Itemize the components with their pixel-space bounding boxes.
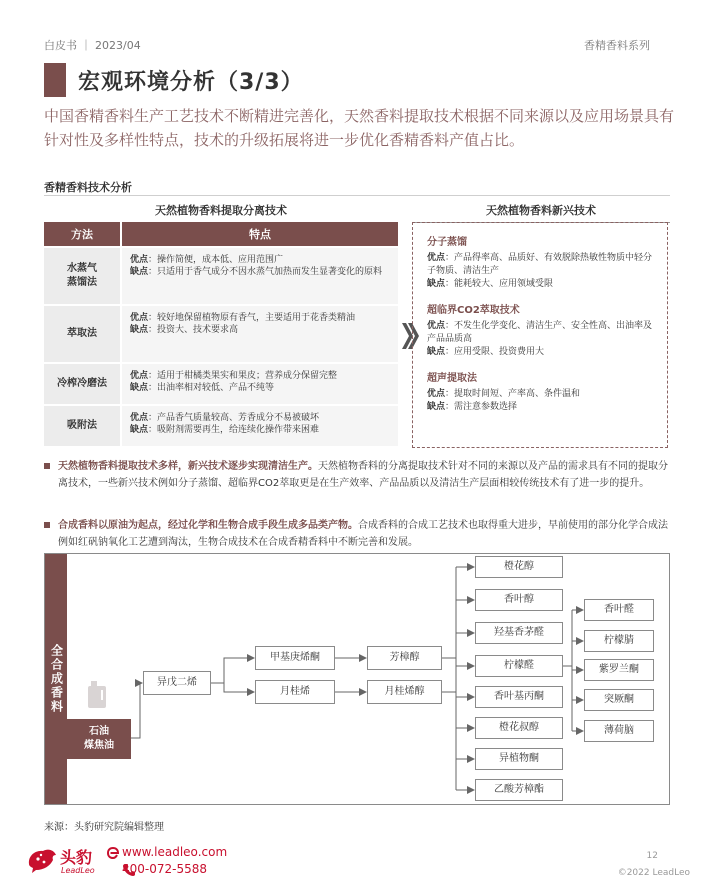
step4-box: 乙酸芳樟酯	[475, 779, 563, 801]
step2-box: 月桂烯	[255, 680, 335, 704]
step4-box: 羟基香茅醛	[475, 622, 563, 644]
pro-text: ：较好地保留植物原有香气，主要适用于花香类精油	[148, 313, 356, 323]
con-text: ：需注意参数选择	[445, 402, 518, 412]
pro-text: ：提取时间短、产率高、条件温和	[445, 389, 581, 399]
con-text: ：出油率相对较低、产品不纯等	[148, 383, 275, 393]
features-cell	[122, 248, 398, 304]
section-title: 香精香料技术分析	[44, 181, 132, 194]
step4-box: 香叶醇	[475, 589, 563, 611]
bullet-lead: 天然植物香料提取技术多样，新兴技术逐步实现清洁生产。	[58, 461, 318, 472]
pro-text: ：适用于柑橘类果实和果皮；营养成分保留完整	[148, 371, 338, 381]
bullet-text: 天然植物香料的分离提取技术针对不同的来源以及产品的需求具有不同的提取分离技术，一些新兴技术例如分子蒸馏、超临界CO2萃取更是在生产效率、产品品质以及清洁生产层面相较传统技术有了进一步的提升。	[58, 461, 668, 489]
features-cell	[122, 306, 398, 362]
tech-con	[427, 346, 653, 359]
con-label: 缺点	[427, 347, 446, 357]
pro-label: 优点	[130, 255, 149, 265]
step5-box: 柠檬腈	[584, 630, 654, 652]
tech-name: 超临界CO2萃取技术	[427, 305, 520, 316]
method-cell: 冷榨冷磨法	[44, 364, 122, 404]
tech-con	[427, 401, 653, 414]
tech-con	[427, 278, 653, 291]
bullet-text: 合成香料的合成工艺技术也取得重大进步，早前使用的部分化学合成法例如红矾钠氧化工艺遭到淘汰，生物合成技术在合成香精香料中不断完善和发展。	[58, 520, 668, 548]
step5-box: 香叶醛	[584, 599, 654, 621]
brand-name-cn: 头豹	[60, 848, 93, 867]
con-label: 缺点	[130, 383, 149, 393]
method-cell: 萃取法	[44, 306, 122, 362]
pro-label: 优点	[427, 389, 446, 399]
con-text: ：应用受限、投资费用大	[445, 347, 545, 357]
pro-label: 优点	[427, 321, 446, 331]
intro-paragraph: 中国香精香料生产工艺技术不断精进完善化，天然香料提取技术根据不同来源以及应用场景具有针对性及多样性特点，技术的升级拓展将进一步优化香精香料产值占比。	[44, 107, 675, 149]
page-title: 宏观环境分析（3/3）	[78, 69, 304, 95]
side-label-text: 全合成香料	[49, 644, 64, 714]
pro-label: 优点	[130, 313, 149, 323]
step1-box: 异戊二烯	[143, 671, 211, 695]
con-text: ：能耗较大、应用领域受限	[445, 279, 554, 289]
oil-barrel-icon	[86, 680, 108, 710]
extraction-heading: 天然植物香料提取分离技术	[44, 202, 398, 223]
pro-text: ：操作简便，成本低、应用范围广	[148, 255, 284, 265]
bullet-square-icon	[44, 522, 50, 528]
method-cell: 水蒸气 蒸馏法	[44, 248, 122, 304]
pro-label: 优点	[130, 371, 149, 381]
brand-name-en: LeadLeo	[61, 866, 95, 875]
title-accent-bar	[44, 63, 66, 97]
website-link[interactable]: www.leadleo.com	[122, 845, 228, 859]
features-cell	[122, 406, 398, 446]
pro-label: 优点	[427, 253, 446, 263]
copyright-text: ©2022 LeadLeo	[617, 868, 690, 878]
flow-connectors	[45, 554, 671, 806]
tech-pro	[427, 320, 653, 346]
leopard-logo-icon	[26, 846, 58, 874]
table-header	[44, 222, 398, 246]
table-row	[44, 364, 398, 404]
table-row	[44, 406, 398, 446]
section-divider	[44, 195, 670, 196]
con-text: ：投资大、技术要求高	[148, 325, 239, 335]
header-features: 特点	[249, 228, 271, 241]
con-label: 缺点	[427, 279, 446, 289]
features-cell	[122, 364, 398, 404]
series-name: 香精香料系列	[584, 39, 650, 52]
step5-box: 紫罗兰酮	[584, 659, 654, 681]
browser-e-icon	[106, 846, 120, 860]
new-tech-heading: 天然植物香料新兴技术	[412, 202, 670, 223]
method-cell: 吸附法	[44, 406, 122, 446]
step3-box: 月桂烯醇	[367, 680, 442, 704]
phone-number: 400-072-5588	[122, 862, 208, 876]
bullet-paragraph	[58, 458, 670, 492]
step4-box: 橙花叔醇	[475, 717, 563, 739]
con-text: ：吸附剂需要再生，给连续化操作带来困难	[148, 425, 320, 435]
source-box: 石油 煤焦油	[67, 719, 131, 759]
tech-pro	[427, 388, 653, 401]
title-block	[44, 63, 304, 97]
step5-box: 突厥酮	[584, 689, 654, 711]
source-note: 来源：头豹研究院编辑整理	[44, 822, 164, 833]
step4-box: 香叶基丙酮	[475, 686, 563, 708]
step4-box: 异植物酮	[475, 748, 563, 770]
step3-box: 芳樟醇	[367, 646, 442, 670]
tech-name: 超声提取法	[427, 373, 477, 384]
pro-text: ：产品得率高、品质好、有效脱除热敏性物质中轻分子物质、清洁生产	[427, 253, 653, 276]
con-label: 缺点	[130, 325, 149, 335]
step2-box: 甲基庚烯酮	[255, 646, 335, 670]
doc-type-date: 白皮书 ｜ 2023/04	[44, 39, 141, 52]
con-label: 缺点	[427, 402, 446, 412]
con-text: ：只适用于香气成分不因水蒸气加热而发生显著变化的原料	[148, 267, 383, 277]
table-row	[44, 248, 398, 304]
page-number: 12	[646, 851, 658, 861]
extraction-table	[44, 222, 398, 446]
step5-box: 薄荷脑	[584, 720, 654, 742]
bullet-square-icon	[44, 463, 50, 469]
step4-box: 橙花醇	[475, 556, 563, 578]
pro-label: 优点	[130, 413, 149, 423]
tech-name: 分子蒸馏	[427, 237, 467, 248]
pro-text: ：不发生化学变化、清洁生产、安全性高、出油率及产品品质高	[427, 321, 653, 344]
table-row	[44, 306, 398, 362]
con-label: 缺点	[130, 425, 149, 435]
step4-box: 柠檬醛	[475, 655, 563, 677]
tech-pro	[427, 252, 653, 278]
pro-text: ：产品香气质量较高、芳香成分不易被破坏	[148, 413, 320, 423]
new-tech-box	[412, 222, 668, 448]
synthesis-flow-diagram	[44, 553, 670, 805]
bullet-lead: 合成香料以原油为起点，经过化学和生物合成手段生成多品类产物。	[58, 520, 358, 531]
header-method: 方法	[44, 222, 122, 246]
con-label: 缺点	[130, 267, 149, 277]
bullet-paragraph	[58, 517, 670, 551]
